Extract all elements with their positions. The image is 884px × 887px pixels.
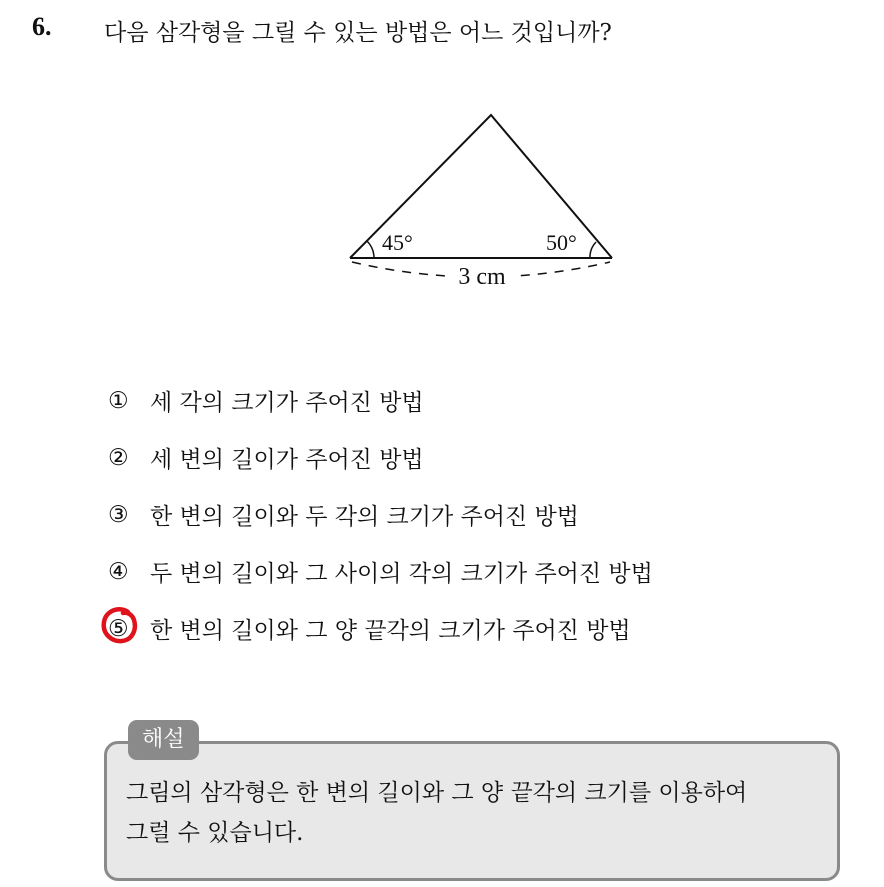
choice-3[interactable]	[108, 486, 653, 543]
right-angle-arc	[590, 242, 596, 258]
triangle-figure	[0, 0, 884, 340]
answer-circle-mark-icon	[98, 604, 142, 648]
choice-5[interactable]	[108, 600, 653, 657]
choice-number: ④	[108, 558, 129, 585]
explanation-line-2: 그럴 수 있습니다.	[126, 820, 304, 846]
base-length-label: 3 cm	[458, 264, 506, 290]
choice-number: ①	[108, 387, 129, 414]
choice-text: 한 변의 길이와 두 각의 크기가 주어진 방법	[150, 504, 579, 530]
left-angle-arc	[367, 241, 374, 258]
choice-list	[108, 372, 653, 657]
choice-2[interactable]	[108, 429, 653, 486]
choice-number: ③	[108, 501, 129, 528]
question-text: 다음 삼각형을 그릴 수 있는 방법은 어느 것입니까?	[104, 20, 612, 46]
right-angle-label: 50°	[546, 230, 577, 255]
choice-text: 한 변의 길이와 그 양 끝각의 크기가 주어진 방법	[150, 618, 631, 644]
left-angle-label: 45°	[382, 230, 413, 255]
choice-4[interactable]	[108, 543, 653, 600]
choice-text: 두 변의 길이와 그 사이의 각의 크기가 주어진 방법	[150, 561, 653, 587]
choice-number: ②	[108, 444, 129, 471]
explanation-line-1: 그림의 삼각형은 한 변의 길이와 그 양 끝각의 크기를 이용하여	[126, 780, 748, 806]
choice-number: ⑤	[108, 616, 150, 642]
explanation-text	[126, 773, 836, 853]
explanation-tag: 해설	[128, 720, 199, 760]
question-number: 6.	[32, 12, 52, 41]
choice-1[interactable]	[108, 372, 653, 429]
choice-text: 세 각의 크기가 주어진 방법	[150, 390, 424, 416]
choice-text: 세 변의 길이가 주어진 방법	[150, 447, 424, 473]
